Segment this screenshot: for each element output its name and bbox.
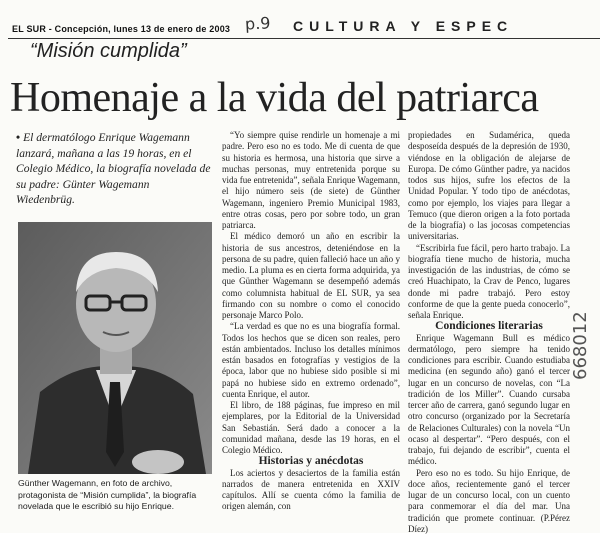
- article-lede: [16, 130, 211, 208]
- paragraph: Pero eso no es todo. Su hijo Enrique, de doce años, recientemente ganó el tercer lugar de un concurso local, con un cuento para conmemorar el día del mar. Una tradición que promete continuar. (P.Pérez Díez): [408, 468, 570, 535]
- subheading-historias: Historias y anécdotas: [222, 456, 400, 467]
- paragraph: Enrique Wagemann Bull es médico dermatólogo, pero siempre ha tenido condiciones para escribir. Cuando estudiaba medicina (en segundo año) ganó el tercer lugar en un concurso de novelas, con “La tradición de los Miller”. Cuando cursaba tercer año de carrera, ganó segundo lugar en otro concurso (organizado por la Secretaría de Relaciones Culturales) con la novela “Un ocaso al despertar”. “Pero después, con el trabajo, fui dejando de escribir”, cuenta el médico.: [408, 333, 570, 468]
- article-headline: Homenaje a la vida del patriarca: [10, 74, 539, 122]
- header-rule: [8, 38, 600, 39]
- portrait-photo-graphic: [18, 222, 212, 474]
- paragraph: “Escribirla fue fácil, pero harto trabajo. La biografía tiene mucho de historia, mucha investigación de las industrias, de cómo se creó Huachipato, la Crav de Penco, lugares donde mi padre trabajó. Pero estoy conforme de que la gente pueda conocerlo”, señala Enrique.: [408, 243, 570, 322]
- paragraph: Los aciertos y desaciertos de la familia están narrados de manera entretenida en XXIV capítulos. Allí se cuenta cómo la familia de origen alemán, con: [222, 468, 400, 513]
- bullet-icon: •: [16, 131, 20, 144]
- handwritten-margin-number: 668012: [570, 311, 591, 380]
- paragraph: propiedades en Sudamérica, queda desposeída después de la depresión de 1930, viéndose en la obligación de alejarse de Europa. De cómo Günther padre, ya nacidos todos sus hijos, sufre los efectos de la Unidad Popular. Y todo tipo de anécdotas, como por ejemplo, los viajes para llegar a Temuco (que dieron origen a la foto portada de la biografía) o las jocosas competencias universitarias.: [408, 130, 570, 243]
- paragraph: “Yo siempre quise rendirle un homenaje a mi padre. Pero eso no es todo. Me di cuenta de que su historia es hermosa, una historia que sirve a muchas personas, muy entretenida porque su vida fue entretenida”, señala Enrique Wagemann, el hijo número seis (de siete) de Günther Wagemann, ingeniero Premio Municipal 1983, entre otras cosas, pero por sobre todo, un gran patriarca.: [222, 130, 400, 231]
- subheading-condiciones: Condiciones literarias: [408, 321, 570, 332]
- photo-caption: Günther Wagemann, en foto de archivo, protagonista de “Misión cumplida”, la biografía novelada que le escribió su hijo Enrique.: [18, 478, 212, 513]
- article-kicker: “Misión cumplida”: [30, 40, 187, 63]
- newspaper-dateline: EL SUR - Concepción, lunes 13 de enero de 2003: [12, 24, 230, 34]
- article-column-1: [222, 130, 400, 513]
- article-column-2: [408, 130, 570, 535]
- handwritten-page-number: p.9: [245, 13, 271, 33]
- lede-text: El dermatólogo Enrique Wagemann lanzará, mañana a las 19 horas, en el Colegio Médico, la biografía novelada de su padre: Günter Wagemann Wiedenbrüg.: [16, 131, 210, 206]
- portrait-photo: [18, 222, 212, 474]
- paragraph: El libro, de 188 páginas, fue impreso en mil ejemplares, por la Editorial de la Universidad San Sebastián. Será dado a conocer a la comunidad mañana, desde las 19 horas, en el Colegio Médico.: [222, 400, 400, 456]
- paragraph: El médico demoró un año en escribir la historia de sus ancestros, deteniéndose en la persona de su padre, quien falleció hace un año y medio. La pluma es en cierta forma adquirida, ya que Günther Wagemann se desempeñó además como columnista habitual de EL SUR, ya sea firmando con su nombre o como el conocido personaje Marco Polo.: [222, 231, 400, 321]
- section-title: CULTURA Y ESPEC: [293, 18, 513, 34]
- paragraph: “La verdad es que no es una biografía formal. Todos los hechos que se dicen son reales, pero están ambientados. Incluso los detalles mínimos están basados en fotografías y vestigios de la época, labor que no hubiese sido posible si mi papá no hubiese sido en extremo ordenado”, cuenta Enrique, el autor.: [222, 321, 400, 400]
